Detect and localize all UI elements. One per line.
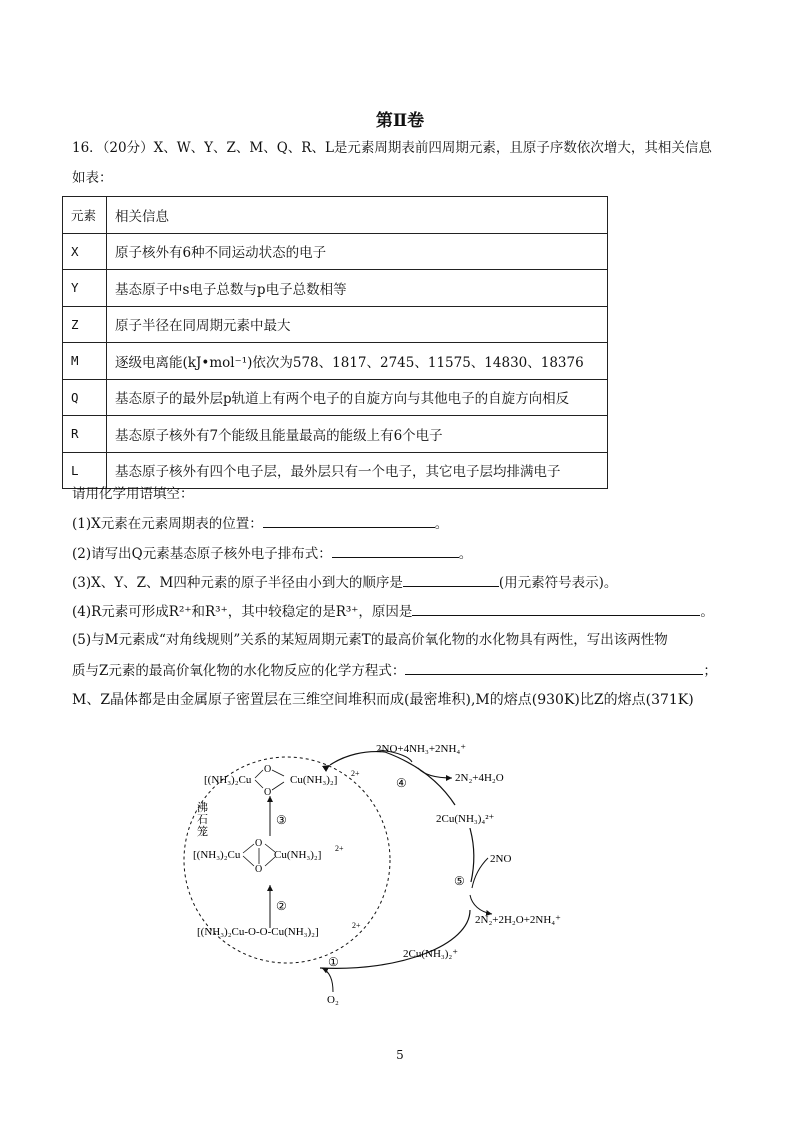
table-cell-element: X <box>63 233 107 270</box>
question-3-text: (3)X、Y、Z、M四种元素的原子半径由小到大的顺序是 <box>72 575 403 591</box>
step-label-4: ④ <box>396 776 407 790</box>
table-cell-element: R <box>63 416 107 453</box>
question-6-line: M、Z晶体都是由金属原子密置层在三维空间堆积而成(最密堆积),M的熔点(930K)比Z的熔点(371K) <box>72 692 694 708</box>
question-4-text: (4)R元素可形成R²⁺和R³⁺，其中较稳定的是R³⁺，原因是 <box>72 604 413 620</box>
table-cell-info: 基态原子中s电子总数与p电子总数相等 <box>107 270 608 307</box>
species-top-left: [(NH₃)₂Cu <box>204 774 252 786</box>
oxygen-atom: O <box>264 787 272 798</box>
step-label-5: ⑤ <box>454 874 465 888</box>
species-top-charge: 2+ <box>351 769 360 778</box>
step-label-1: ① <box>328 955 339 969</box>
step-label-2: ② <box>276 899 287 913</box>
question-4-end: 。 <box>700 604 714 620</box>
section-title: 第Ⅱ卷 <box>375 111 425 131</box>
table-cell-element: L <box>63 452 107 489</box>
table-header-element: 元素 <box>63 197 107 234</box>
reagent-in-arrow-step5 <box>472 858 488 888</box>
step-label-3: ③ <box>276 813 287 827</box>
product-step5: 2N₂+2H₂O+2NH₄⁺ <box>475 914 561 926</box>
table-cell-info: 基态原子核外有7个能级且能量最高的能级上有6个电子 <box>107 416 608 453</box>
product-out-arrow-step4 <box>418 768 452 778</box>
question-3-end: (用元素符号表示)。 <box>498 575 618 591</box>
table-cell-info: 逐级电离能(kJ•mol⁻¹)依次为578、1817、2745、11575、14830、18376 <box>107 343 608 380</box>
question-5-end: ； <box>703 663 717 679</box>
table-cell-element: Q <box>63 379 107 416</box>
question-2-text: (2)请写出Q元素基态原子核外电子排布式： <box>72 546 332 562</box>
question-5-line1: (5)与M元素成“对角线规则”关系的某短周期元素T的最高价氧化物的水化物具有两性，写出该两性物 <box>72 632 668 648</box>
oxygen-atom: O <box>264 764 272 775</box>
table-cell-info: 基态原子的最外层p轨道上有两个电子的自旋方向与其他电子的自旋方向相反 <box>107 379 608 416</box>
cage-label-char: 沸 <box>197 802 208 814</box>
species-mid-left: [(NH₃)₂Cu <box>193 849 241 861</box>
question-2-end: 。 <box>458 546 473 562</box>
cage-label-char: 石 <box>197 814 208 826</box>
o2-input-arrow <box>322 968 333 992</box>
reagent-step5: 2NO <box>490 853 512 865</box>
instructions: 请用化学用语填空： <box>72 486 194 502</box>
product-step4: 2N₂+4H₂O <box>455 772 504 784</box>
oxygen-atom: O <box>255 864 263 875</box>
species-bottom: [(NH₃)₂Cu-O-O-Cu(NH₃)₂] <box>197 926 319 938</box>
cycle-arc-step5 <box>470 828 474 882</box>
table-cell-info: 基态原子核外有四个电子层，最外层只有一个电子，其它电子层均排满电子 <box>107 452 608 489</box>
table-cell-element: Y <box>63 270 107 307</box>
question-intro-line1: 16．（20分）X、W、Y、Z、M、Q、R、L是元素周期表前四周期元素，且原子序数依次增大，其相关信息 <box>72 140 712 156</box>
question-1-end: 。 <box>434 516 449 532</box>
species-right-upper: 2Cu(NH₃)₄²⁺ <box>436 813 495 825</box>
reagent-o2: O₂ <box>327 994 339 1006</box>
page-number: 5 <box>396 1048 404 1062</box>
species-top-right: Cu(NH₃)₂] <box>290 774 338 786</box>
species-mid-right: Cu(NH₃)₂] <box>274 849 322 861</box>
species-mid-charge: 2+ <box>335 844 344 853</box>
cage-label-char: 笼 <box>197 826 208 838</box>
species-bottom-charge: 2+ <box>352 921 361 930</box>
oxygen-atom: O <box>255 838 263 849</box>
table-cell-info: 原子半径在同周期元素中最大 <box>107 306 608 343</box>
question-intro-line2: 如表： <box>72 170 113 186</box>
species-right-lower: 2Cu(NH₃)₂⁺ <box>403 948 459 960</box>
question-5-text: 质与Z元素的最高价氧化物的水化物反应的化学方程式： <box>72 663 406 679</box>
reagent-top: 2NO+4NH₃+2NH₄⁺ <box>376 743 467 755</box>
table-cell-info: 原子核外有6种不同运动状态的电子 <box>107 233 608 270</box>
question-1-text: (1)X元素在元素周期表的位置： <box>72 516 263 532</box>
table-cell-element: Z <box>63 306 107 343</box>
table-header-info: 相关信息 <box>107 197 608 234</box>
product-out-arrow-step5 <box>470 895 492 914</box>
table-cell-element: M <box>63 343 107 380</box>
